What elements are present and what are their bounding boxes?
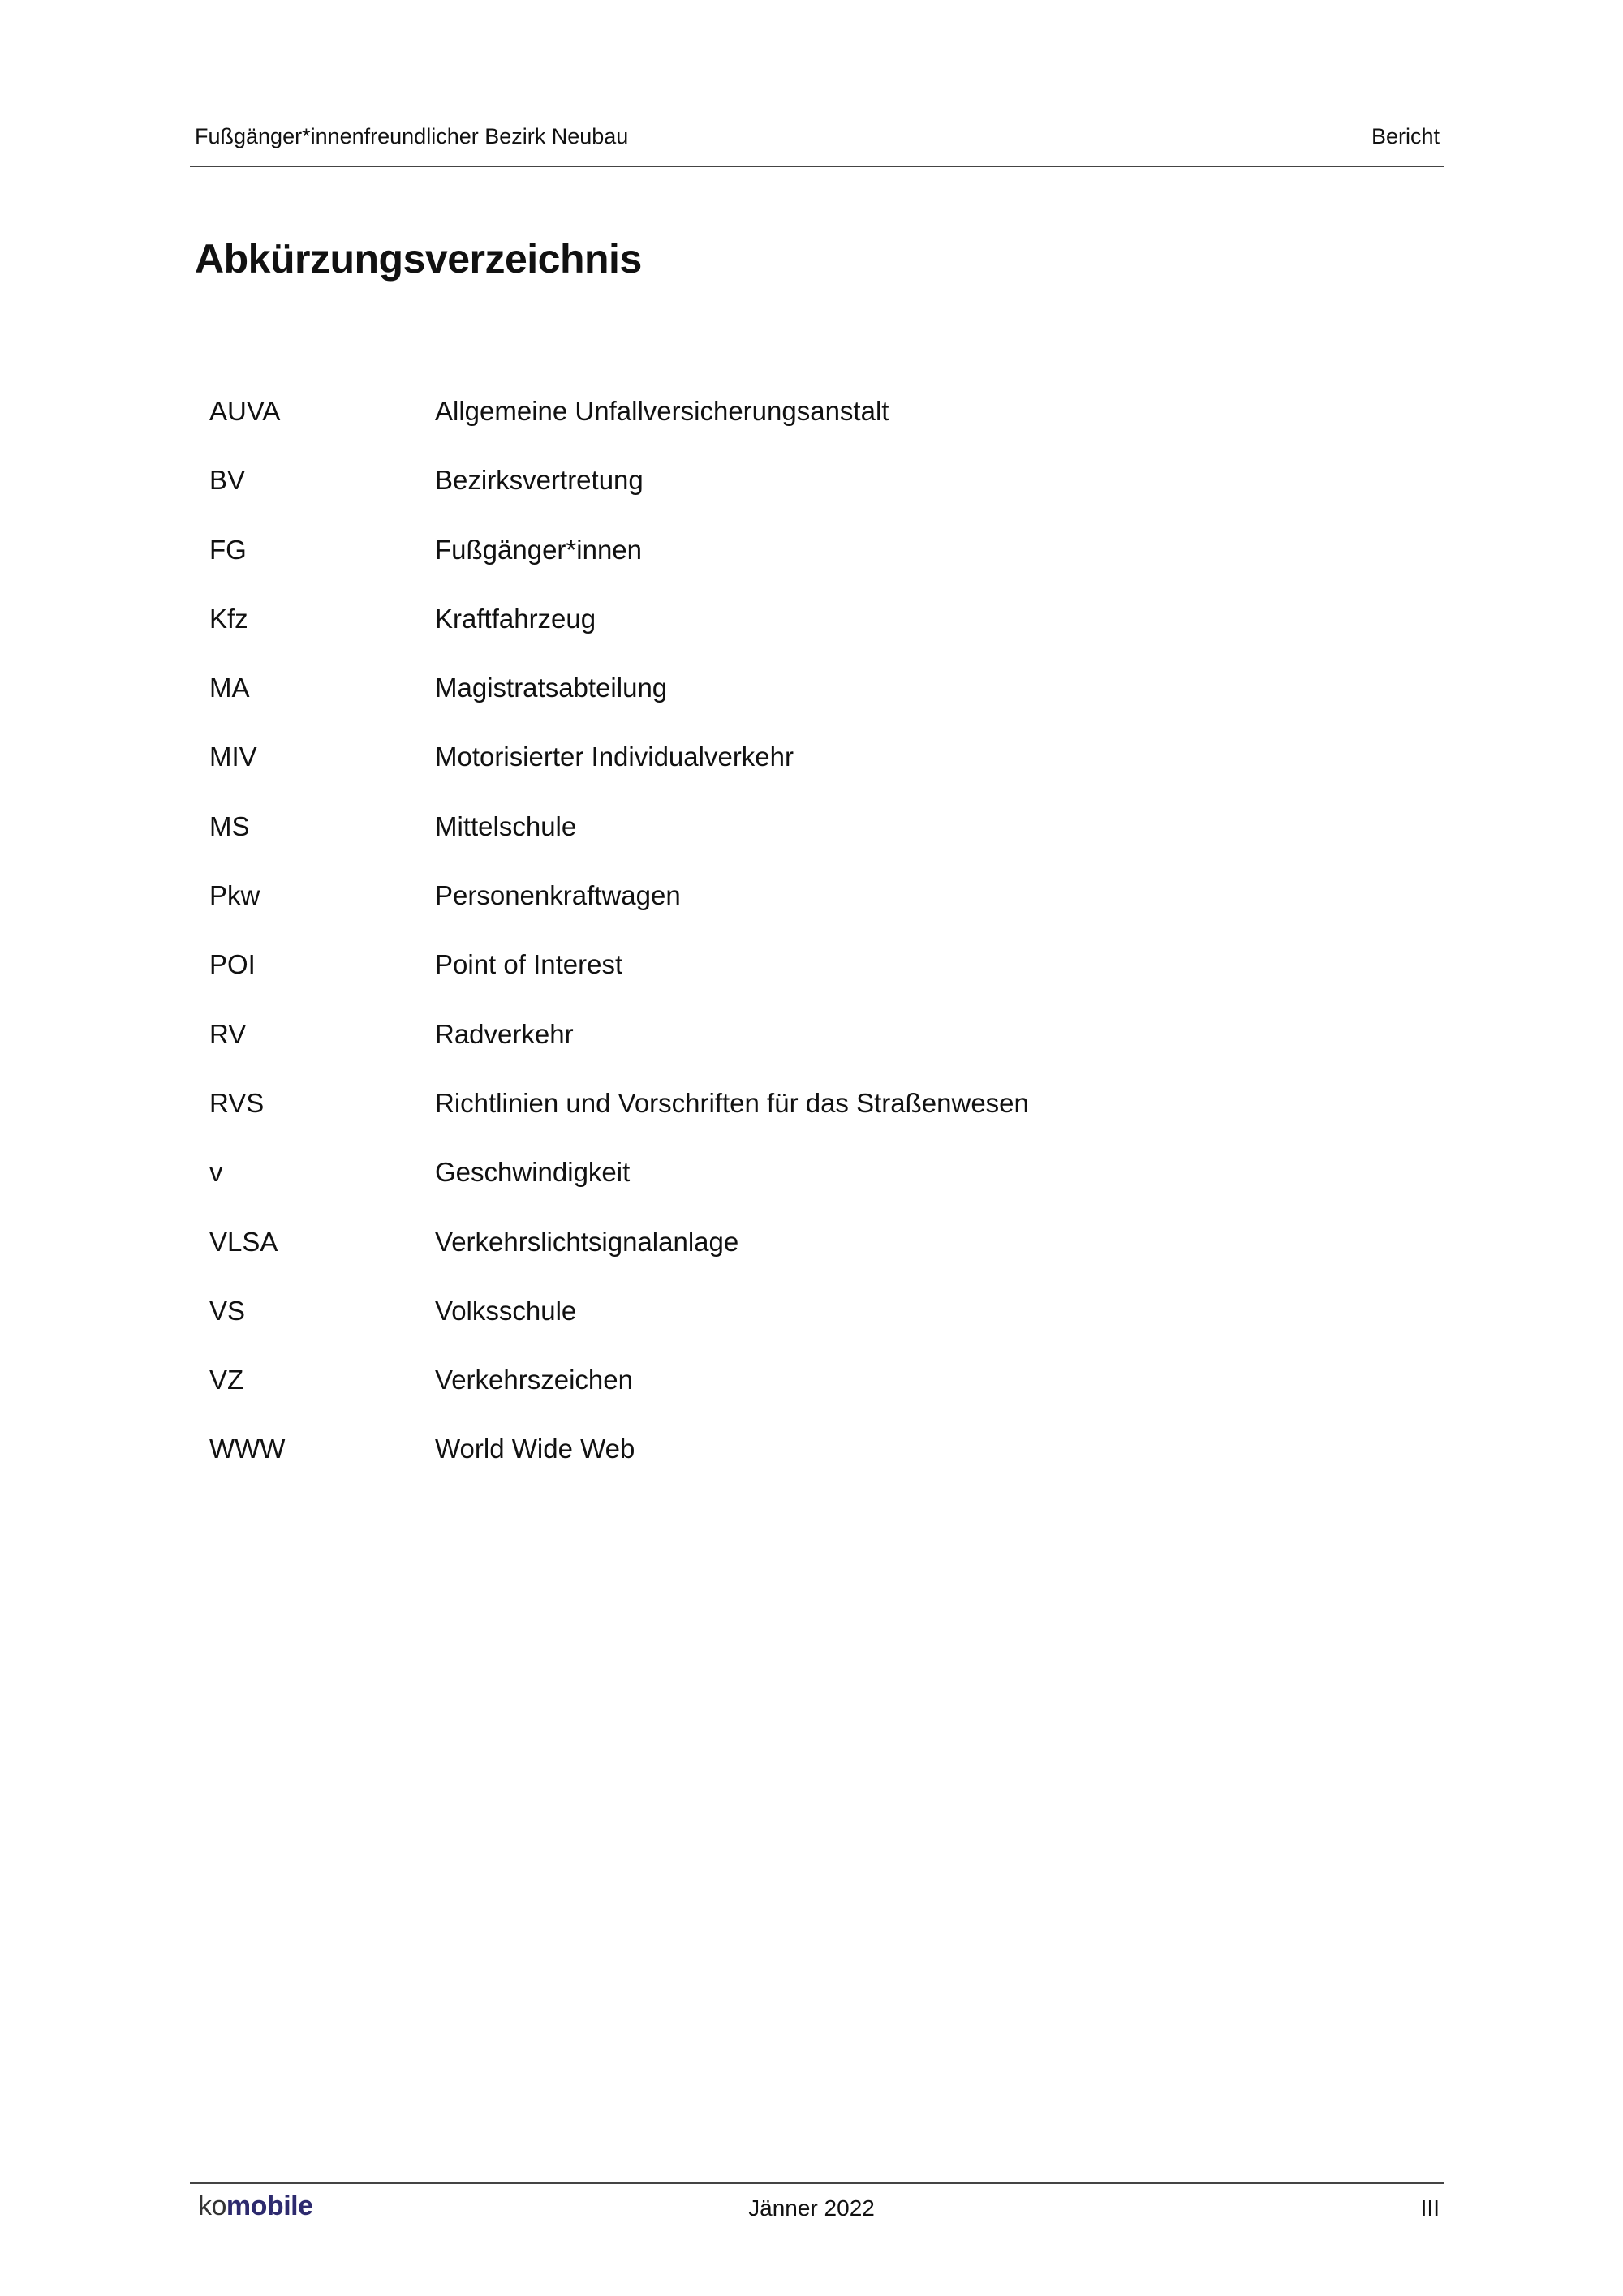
abbreviation-meaning: Kraftfahrzeug	[435, 603, 596, 634]
abbreviation-meaning: Fußgänger*innen	[435, 534, 643, 565]
running-header-title: Fußgänger*innenfreundlicher Bezirk Neubau	[195, 124, 629, 148]
abbreviation-meaning: Personenkraftwagen	[435, 880, 681, 911]
abbreviation: Kfz	[209, 603, 248, 634]
abbreviation: BV	[209, 465, 246, 496]
abbreviation-meaning: Verkehrslichtsignalanlage	[435, 1226, 739, 1257]
abbreviation-meaning: Verkehrszeichen	[435, 1365, 633, 1395]
abbreviation: FG	[209, 534, 247, 565]
abbreviation: MIV	[209, 742, 257, 772]
logo-text-mobile: mobile	[226, 2191, 313, 2221]
abbreviation-meaning: Radverkehr	[435, 1018, 574, 1049]
abbreviation-meaning: Mittelschule	[435, 810, 577, 841]
abbreviation-meaning: Point of Interest	[435, 949, 623, 980]
abbreviation: RVS	[209, 1087, 265, 1118]
abbreviation: POI	[209, 949, 256, 980]
abbreviation: RV	[209, 1018, 247, 1049]
page-title: Abkürzungsverzeichnis	[195, 236, 642, 282]
abbreviation-meaning: Volksschule	[435, 1295, 577, 1326]
abbreviation: MA	[209, 673, 250, 703]
abbreviation-meaning: Richtlinien und Vorschriften für das Straßenwesen	[435, 1087, 1029, 1118]
abbreviation: v	[209, 1157, 223, 1188]
abbreviation: VS	[209, 1295, 246, 1326]
abbreviation-meaning: World Wide Web	[435, 1434, 635, 1464]
abbreviation-meaning: Bezirksvertretung	[435, 465, 644, 496]
abbreviation: WWW	[209, 1434, 286, 1464]
abbreviation: VZ	[209, 1365, 244, 1395]
abbreviation-meaning: Motorisierter Individualverkehr	[435, 742, 794, 772]
abbreviation: MS	[209, 810, 250, 841]
page-number: III	[1420, 2195, 1440, 2221]
running-header-type: Bericht	[1371, 124, 1440, 148]
footer-divider	[190, 2182, 1444, 2184]
abbreviation: AUVA	[209, 396, 281, 426]
header-divider	[190, 166, 1444, 167]
logo-text-ko: ko	[198, 2191, 226, 2221]
abbreviation-meaning: Allgemeine Unfallversicherungsanstalt	[435, 396, 889, 426]
abbreviation: Pkw	[209, 880, 260, 911]
footer-date: Jänner 2022	[748, 2195, 875, 2221]
abbreviation-meaning: Magistratsabteilung	[435, 673, 668, 703]
abbreviation-meaning: Geschwindigkeit	[435, 1157, 631, 1188]
abbreviation: VLSA	[209, 1226, 278, 1257]
